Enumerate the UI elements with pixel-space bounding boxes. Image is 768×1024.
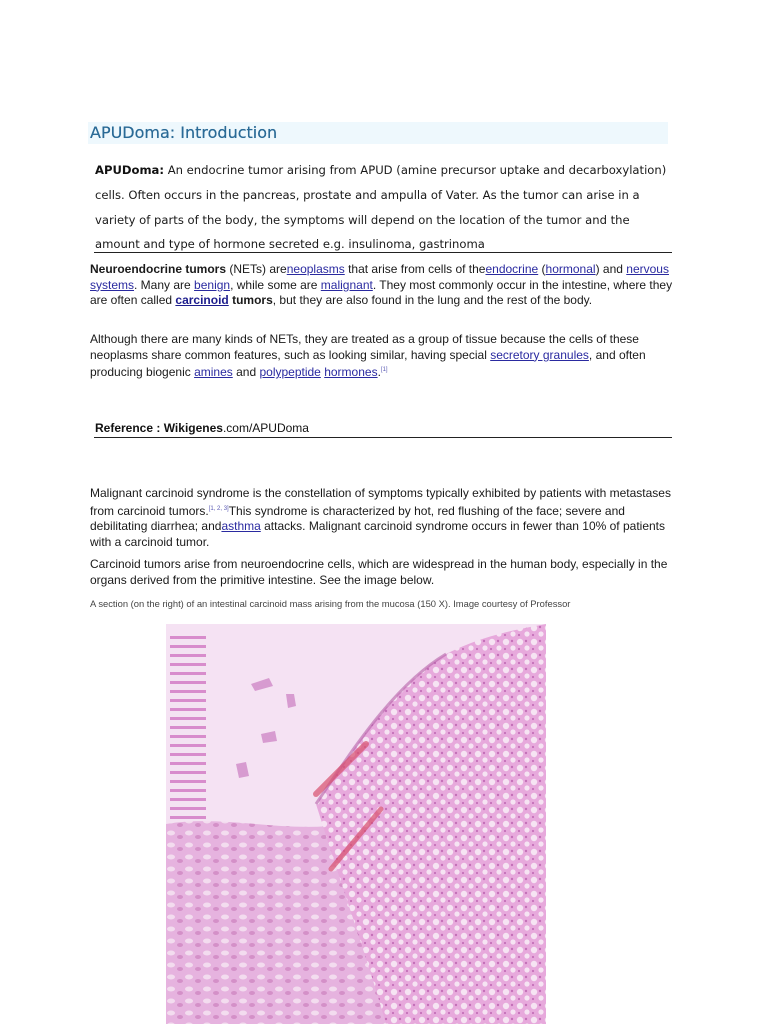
link-amines[interactable]: amines [194,365,233,380]
text-run: (NETs) are [226,262,287,276]
text-run: . They most commonly occur in the intestine, where they are often called [90,277,673,308]
link-endocrine[interactable]: endocrine [485,262,539,276]
text-run: Although there are many kinds of NETs, they are treated as a group of tissue because the cells of these neoplasms share common features, such as looking similar, having special [90,332,639,362]
syndrome-paragraph [90,486,676,550]
intro-definition [95,158,675,257]
title-bar [88,122,668,144]
text-run: , but they are also found in the lung and the rest of the body. [272,293,593,308]
text-run: , and often producing biogenic [90,347,646,380]
reference-site-rest: .com/APUDoma [222,421,309,435]
text-run: . [377,365,381,380]
image-caption: A section (on the right) of an intestinal carcinoid mass arising from the mucosa (150 X). Image courtesy of Professor [90,598,571,609]
micrograph-svg [166,624,546,1024]
link-carcinoid[interactable]: carcinoid [175,293,229,308]
link-hormones[interactable]: hormones [324,365,378,380]
link-hormonal[interactable]: hormonal [545,262,596,276]
link-neoplasms[interactable]: neoplasms [286,262,345,276]
link-secretory-granules[interactable]: secretory granules [490,347,589,362]
bold-run: tumors [228,293,273,308]
text-run: . Many are [134,277,195,292]
footnote-ref[interactable]: [1] [380,367,388,374]
text-run: that arise from cells of the [344,262,486,276]
carcinoid-micrograph [166,624,546,1024]
text-run: Malignant carcinoid syndrome is the constellation of symptoms typically exhibited by patients with metastases from carcinoid tumors. [90,486,671,518]
link-nervous-systems[interactable]: nervous systems [90,262,669,292]
text-run: and [232,365,260,380]
text-run: , while some are [230,277,321,292]
origin-paragraph: Carcinoid tumors arise from neuroendocrine cells, which are widespread in the human body, especially in the organs derived from the primitive intestine. See the image below. [90,557,668,587]
text-run: This syndrome is characterized by hot, red flushing of the face; severe and debilitating diarrhea; and [90,503,625,534]
reference-divider [94,437,672,438]
link-benign[interactable]: benign [194,277,231,292]
link-polypeptide[interactable]: polypeptide [259,365,321,380]
kinds-paragraph [90,332,676,381]
reference-line [95,420,309,436]
intro-divider [94,252,672,253]
reference-site: Wikigenes [160,421,223,435]
intro-term: APUDoma: [95,163,165,177]
intro-text: An endocrine tumor arising from APUD (amine precursor uptake and decarboxylation) cells. Often occurs in the pancreas, prostate and ampulla of Vater. As the tumor can arise in a variety of parts of the body, the symptoms will depend on the location of the tumor and the amount and type of hormone secreted e.g. insulinoma, gastrinoma [95,163,667,252]
net-term: Neuroendocrine tumors [90,262,227,276]
text-run: attacks. Malignant carcinoid syndrome occurs in fewer than 10% of patients with a carcinoid tumor. [90,519,665,549]
page-title: APUDoma: Introduction [90,123,278,142]
text-run: ) and [595,262,627,276]
net-paragraph [90,262,676,309]
link-asthma[interactable]: asthma [221,519,261,534]
reference-label: Reference : [95,421,161,435]
footnote-ref[interactable]: [1, 2, 3] [208,505,229,512]
text-run: ( [538,262,546,276]
link-malignant[interactable]: malignant [320,277,373,292]
